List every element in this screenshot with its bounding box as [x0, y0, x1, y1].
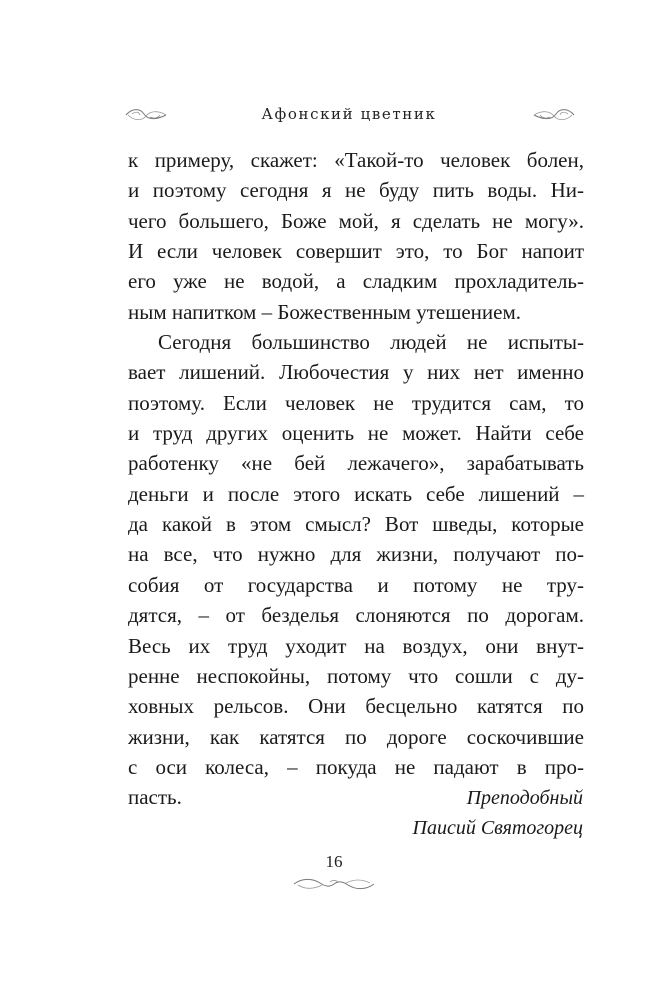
- text-line: деньги и после этого искать себе лишений –: [128, 481, 584, 506]
- text-line: И если человек совершит это, то Бог напоит: [128, 239, 584, 264]
- text-line: и труд других оценить не может. Найти себе: [128, 421, 584, 446]
- signature-name: Паисий Святогорец: [412, 817, 583, 839]
- flourish-ornament-bottom-icon: [292, 876, 376, 892]
- text-line: вает лишений. Любочестия у них нет именно: [128, 360, 584, 385]
- text-line: ным напитком – Божественным утешением.: [128, 299, 522, 324]
- text-line: ренне неспокойны, потому что сошли с ду-: [128, 663, 584, 688]
- text-line: работенку «не бей лежачего», зарабатывать: [128, 451, 584, 476]
- text-line: его уже не водой, а сладким прохладитель-: [128, 269, 584, 294]
- flourish-ornament-right-icon: [532, 106, 576, 124]
- text-line: жизни, как катятся по дороге соскочившие: [128, 724, 584, 749]
- text-line: с оси колеса, – покуда не падают в про-: [128, 754, 584, 779]
- text-line: дятся, – от безделья слоняются по дорогам.: [128, 603, 584, 628]
- text-line: собия от государства и потому не тру-: [128, 572, 584, 597]
- running-header: [118, 100, 580, 130]
- text-line: к примеру, скажет: «Такой-то человек болен,: [128, 148, 584, 172]
- text-line: да какой в этом смысл? Вот шведы, которые: [128, 512, 584, 537]
- body-text: [128, 145, 584, 813]
- text-line: Весь их труд уходит на воздух, они внут-: [128, 633, 584, 658]
- signature-title: Преподобный: [466, 787, 583, 809]
- text-line: пасть.: [128, 785, 182, 810]
- text-line: ховных рельсов. Они бесцельно катятся по: [128, 694, 584, 719]
- text-line: чего большего, Боже мой, я сделать не могу».: [128, 208, 584, 233]
- running-header-title: Афонский цветник: [261, 105, 437, 123]
- text-line: и поэтому сегодня я не буду пить воды. Ни-: [128, 178, 584, 203]
- author-signature: [413, 783, 584, 843]
- text-line: Сегодня большинство людей не испыты-: [158, 330, 584, 355]
- page-number: 16: [325, 852, 343, 871]
- text-line: поэтому. Если человек не трудится сам, то: [128, 390, 584, 415]
- page-footer: [0, 852, 668, 892]
- text-line: на все, что нужно для жизни, получают по-: [128, 542, 584, 567]
